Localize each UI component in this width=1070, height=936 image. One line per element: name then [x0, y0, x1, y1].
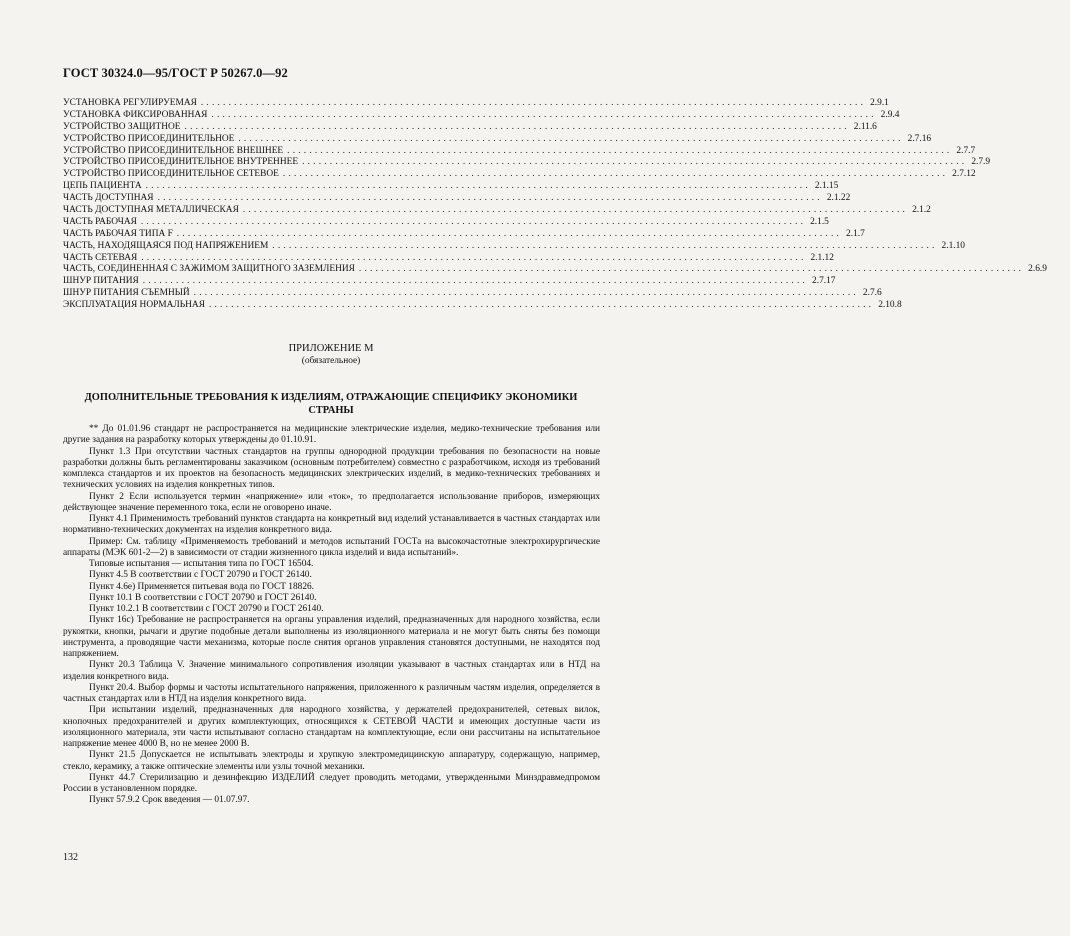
page-number: 132 [63, 852, 78, 863]
leader-dots: ........................................................................................................................ [238, 133, 904, 144]
index-term: ЧАСТЬ ДОСТУПНАЯ [63, 193, 154, 204]
index-term: ЭКСПЛУАТАЦИЯ НОРМАЛЬНАЯ [63, 300, 205, 311]
paragraph: Пункт 21.5 Допускается не испытывать электроды и хрупкую электромедицинскую аппаратуру, содержащую, например, стекло, керамику, а также оптические элементы или узлы точной механики. [63, 750, 600, 772]
index-clause-number: 2.7.17 [812, 276, 836, 287]
index-clause-number: 2.1.12 [810, 252, 834, 263]
index-clause-number: 2.7.12 [952, 169, 976, 180]
index-term: УСТАНОВКА ФИКСИРОВАННАЯ [63, 109, 208, 120]
paragraph: Пункт 57.9.2 Срок введения — 01.07.97. [89, 795, 250, 806]
index-term: ЧАСТЬ РАБОЧАЯ [63, 216, 137, 227]
index-term: ЦЕПЬ ПАЦИЕНТА [63, 181, 142, 192]
leader-dots: ........................................................................................................................ [208, 300, 875, 311]
index-term: УСТРОЙСТВО ЗАЩИТНОЕ [63, 121, 181, 132]
page-header: ГОСТ 30324.0—95/ГОСТ Р 50267.0—92 [63, 66, 288, 80]
index-term: УСТРОЙСТВО ПРИСОЕДИНИТЕЛЬНОЕ [63, 133, 235, 144]
leader-dots: ........................................................................................................................ [145, 181, 811, 192]
index-clause-number: 2.1.10 [941, 240, 965, 251]
index-row [63, 300, 902, 312]
index-term: ЧАСТЬ ДОСТУПНАЯ МЕТАЛЛИЧЕСКАЯ [63, 205, 239, 216]
index-clause-number: 2.9.1 [870, 98, 889, 108]
index-row [63, 216, 829, 229]
leader-dots: ........................................................................................................................ [272, 240, 938, 251]
index-term: ШНУР ПИТАНИЯ [63, 276, 139, 287]
leader-dots: ........................................................................................................................ [184, 121, 850, 132]
term-index [63, 98, 1047, 312]
paragraph: Типовые испытания — испытания типа по ГОСТ 16504. [89, 559, 314, 569]
index-row [63, 157, 991, 169]
leader-dots: ........................................................................................................................ [242, 205, 909, 216]
index-term: ЧАСТЬ РАБОЧАЯ ТИПА F [63, 228, 173, 239]
index-row [63, 205, 931, 217]
appendix-heading [63, 343, 599, 367]
index-term: УСТРОЙСТВО ПРИСОЕДИНИТЕЛЬНОЕ СЕТЕВОЕ [63, 169, 279, 180]
paragraph: Пункт 20.3 Таблица V. Значение минимального сопротивления изоляции указывают в частных стандартах или в НТД на изделия конкретного вида. [63, 660, 600, 682]
leader-dots: ........................................................................................................................ [140, 216, 807, 227]
index-clause-number: 2.7.6 [862, 288, 882, 299]
paragraph: Пункт 10.1 В соответствии с ГОСТ 20790 и ГОСТ 26140. [89, 592, 317, 603]
index-row [63, 264, 1047, 276]
paragraph: Пункт 20.4. Выбор формы и частоты испытательного напряжения, приложенного к различным частям изделия, определяется в частных стандартах или в НТД на изделия конкретного вида. [63, 682, 600, 704]
paragraph: ** До 01.01.96 стандарт не распространяется на медицинские электрические изделия, медико-технические требования или другие задания на разработку которых утверждены до 01.10.91. [63, 424, 600, 446]
index-row [63, 133, 932, 146]
index-term: УСТАНОВКА РЕГУЛИРУЕМАЯ [63, 98, 197, 108]
paragraph: Пункт 10.2.1 В соответствии с ГОСТ 20790 и ГОСТ 26140. [89, 604, 324, 614]
index-clause-number: 2.7.9 [971, 157, 991, 168]
index-clause-number: 2.9.4 [880, 109, 900, 120]
body-text [63, 424, 600, 807]
index-clause-number: 2.7.7 [956, 145, 976, 156]
index-row [63, 145, 976, 158]
index-row [63, 181, 839, 193]
leader-dots: ........................................................................................................................ [200, 98, 867, 108]
index-clause-number: 2.10.8 [878, 300, 902, 311]
index-row [63, 98, 889, 110]
appendix-subtitle: (обязательное) [301, 356, 361, 366]
section-title: ДОПОЛНИТЕЛЬНЫЕ ТРЕБОВАНИЯ К ИЗДЕЛИЯМ, ОТРАЖАЮЩИЕ СПЕЦИФИКУ ЭКОНОМИКИ СТРАНЫ [84, 392, 578, 416]
leader-dots: ........................................................................................................................ [157, 193, 823, 204]
paragraph: Пункт 44.7 Стерилизацию и дезинфекцию ИЗДЕЛИЙ следует проводить методами, утвержденными Минздравмедпромом России в установленном порядке. [63, 772, 600, 794]
index-row [63, 288, 882, 300]
leader-dots: ........................................................................................................................ [193, 288, 859, 299]
leader-dots: ........................................................................................................................ [141, 252, 807, 263]
index-term: ЧАСТЬ, СОЕДИНЕННАЯ С ЗАЖИМОМ ЗАЩИТНОГО ЗАЗЕМЛЕНИЯ [63, 264, 355, 275]
index-row [63, 109, 900, 122]
leader-dots: ........................................................................................................................ [287, 145, 953, 156]
leader-dots: ........................................................................................................................ [211, 109, 877, 120]
paragraph: Пункт 4.6е) Применяется питьевая вода по ГОСТ 18826. [89, 581, 314, 592]
index-row [63, 193, 851, 205]
index-clause-number: 2.1.7 [846, 228, 865, 239]
paragraph: Пример: См. таблицу «Применяемость требований и методов испытаний ГОСТа на высокочастотные электрохирургические аппараты (МЭК 601-2—2) в зависимости от стадии жизненного цикла изделий и вида испытаний». [63, 536, 600, 558]
index-row [63, 228, 865, 241]
appendix-title: ПРИЛОЖЕНИЕ М [288, 343, 374, 354]
paragraph: При испытании изделий, предназначенных для народного хозяйства, у держателей предохранителей, сетевых вилок, кнопочных предохранителей и других комплектующих, относящихся к СЕТЕВОЙ ЧАСТИ и имеющих доступные части из изоляционного материала, эти части испытывают согласно стандартам на комплектующие, если они рассчитаны на испытательное напряжение менее 4000 В, но не менее 2000 В. [63, 705, 600, 749]
index-term: УСТРОЙСТВО ПРИСОЕДИНИТЕЛЬНОЕ ВНУТРЕННЕЕ [63, 157, 299, 168]
index-clause-number: 2.6.9 [1028, 264, 1047, 275]
index-clause-number: 2.1.2 [912, 205, 931, 216]
index-term: ШНУР ПИТАНИЯ СЪЕМНЫЙ [63, 288, 190, 299]
index-row [63, 240, 965, 253]
index-clause-number: 2.1.5 [810, 216, 829, 227]
index-clause-number: 2.11.6 [853, 121, 877, 132]
index-row [63, 121, 877, 134]
leader-dots: ........................................................................................................................ [176, 228, 843, 239]
leader-dots: ........................................................................................................................ [142, 276, 809, 287]
paragraph: Пункт 2 Если используется термин «напряжение» или «ток», то предполагается использование приборов, измеряющих действующее значение переменного тока, если не оговорено иначе. [63, 491, 600, 513]
paragraph: Пункт 4.1 Применимость требований пунктов стандарта на конкретный вид изделий устанавливается в частных стандартах или нормативно-технических документах на изделия конкретного вида. [63, 514, 600, 536]
index-row [63, 276, 836, 288]
leader-dots: ........................................................................................................................ [358, 264, 1025, 275]
index-term: ЧАСТЬ, НАХОДЯЩАЯСЯ ПОД НАПРЯЖЕНИЕМ [63, 240, 269, 251]
index-clause-number: 2.1.22 [826, 193, 851, 204]
index-term: ЧАСТЬ СЕТЕВАЯ [63, 252, 138, 263]
paragraph: Пункт 1.3 При отсутствии частных стандартов на группы однородной продукции требования по безопасности на новые разработки должны быть регламентированы заказчиком (основным потребителем) совместно с разработчиком, исходя из требований комплекса стандартов и их проектов на безопасность медицинских электрических изделий, в медико-технических требованиях и технических условиях на изделия конкретных типов. [63, 446, 600, 491]
paragraph: Пункт 4.5 В соответствии с ГОСТ 20790 и ГОСТ 26140. [89, 570, 312, 581]
index-row [63, 169, 976, 181]
leader-dots: ........................................................................................................................ [302, 157, 968, 168]
index-clause-number: 2.1.15 [814, 181, 839, 192]
index-row [63, 252, 834, 265]
index-clause-number: 2.7.16 [907, 133, 932, 144]
paragraph: Пункт 16с) Требование не распространяется на органы управления изделий, предназначенных для народного хозяйства, если рукоятки, кнопки, рычаги и другие подобные детали выполнены из изоляционного материала и не могут быть сняты без помощи инструмента, а проводящие части механизма, которые после снятия органов управления становятся доступными, не находятся под напряжением. [63, 615, 600, 659]
index-term: УСТРОЙСТВО ПРИСОЕДИНИТЕЛЬНОЕ ВНЕШНЕЕ [63, 145, 284, 156]
leader-dots: ........................................................................................................................ [282, 169, 949, 180]
